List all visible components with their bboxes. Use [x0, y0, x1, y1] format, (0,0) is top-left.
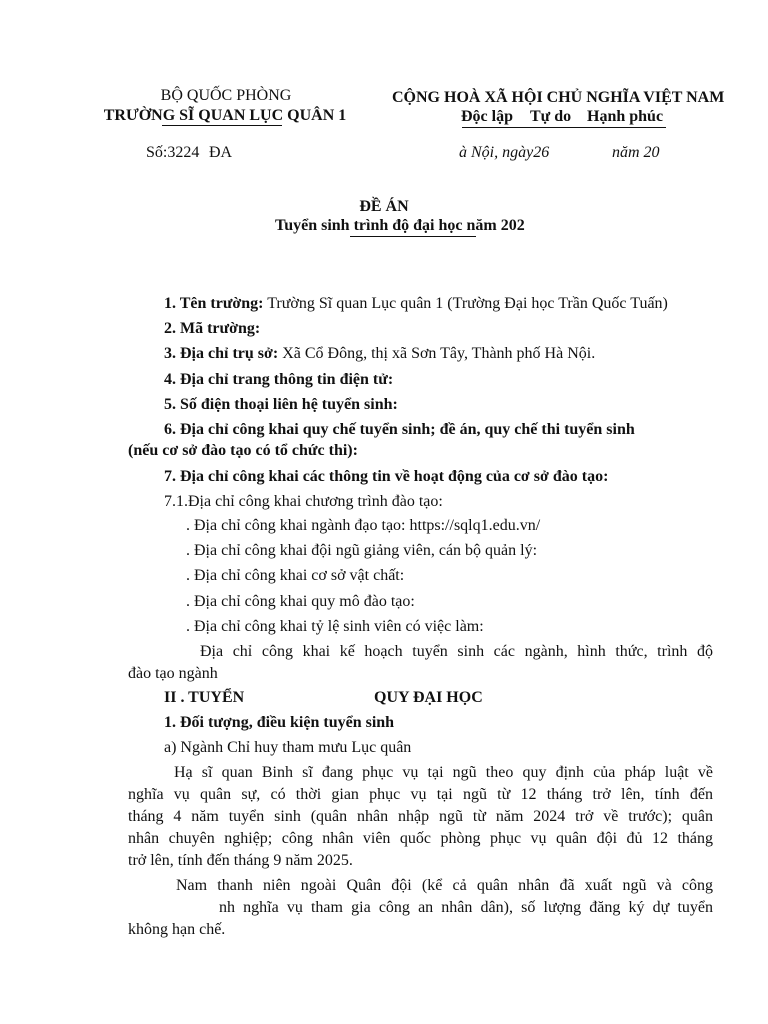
- major-a: a) Ngành Chỉ huy tham mưu Lục quân: [164, 739, 412, 756]
- section-school-name: 1. Tên trường: Trường Sĩ quan Lục quân 1 (Trường Đại học Trần Quốc Tuấn): [164, 295, 668, 312]
- school-name: TRƯỜNG SĨ QUAN LỤC QUÂN 1: [103, 107, 347, 124]
- sub-item-scale: . Địa chỉ công khai quy mô đào tạo:: [186, 593, 415, 610]
- sub-item-staff: . Địa chỉ công khai đội ngũ giảng viên, cán bộ quản lý:: [186, 542, 538, 559]
- header-left-underline: [162, 125, 282, 126]
- section-address: 3. Địa chỉ trụ sở: Xã Cổ Đông, thị xã Sơn Tây, Thành phố Hà Nội.: [164, 345, 596, 362]
- body1-line1: Hạ sĩ quan Binh sĩ đang phục vụ tại ngũ theo quy định của pháp luật về: [174, 764, 713, 781]
- plan-line: Địa chỉ công khai kế hoạch tuyển sinh các ngành, hình thức, trình độ: [200, 643, 713, 660]
- ministry-name: BỘ QUỐC PHÒNG: [160, 87, 292, 104]
- doc-subtitle: Tuyển sinh trình độ đại học năm 202: [275, 217, 525, 234]
- header-right-underline: [462, 127, 666, 128]
- section-regulations: 6. Địa chỉ công khai quy chế tuyển sinh; đề án, quy chế thi tuyển sinh: [164, 421, 635, 438]
- section-school-code: 2. Mã trường:: [164, 320, 261, 337]
- body1-line3: tháng 4 năm tuyển sinh (quân nhân nhập ngũ từ năm 2024 trở về trước); quân: [128, 808, 713, 825]
- motto-freedom: Tự do: [530, 108, 572, 125]
- nation-name: CỘNG HOÀ XÃ HỘI CHỦ NGHĨA VIỆT NAM: [392, 89, 725, 106]
- part-heading-a: II . TUYỂN: [164, 689, 245, 706]
- body1-line4: nhân chuyên nghiệp; công nhân viên quốc phòng phục vụ quân đội đủ 12 tháng: [128, 830, 713, 847]
- sub-item-facilities: . Địa chỉ công khai cơ sở vật chất:: [186, 567, 405, 584]
- ref-code: ĐA: [209, 144, 233, 161]
- sub-item-programs: 7.1.Địa chỉ công khai chương trình đào tạo:: [164, 493, 443, 510]
- section-activities: 7. Địa chỉ công khai các thông tin về hoạt động của cơ sở đào tạo:: [164, 468, 609, 485]
- body1-line5: trở lên, tính đến tháng 9 năm 2025.: [128, 852, 353, 869]
- body2-line2: nh nghĩa vụ tham gia công an nhân dân), số lượng đăng ký dự tuyển: [219, 899, 713, 916]
- part-heading-b: QUY ĐẠI HỌC: [374, 689, 483, 706]
- sub-item-majors: . Địa chỉ công khai ngành đạo tạo: https://sqlq1.edu.vn/: [186, 517, 541, 534]
- date-year: năm 20: [612, 144, 660, 161]
- plan-line-cont: đào tạo ngành: [128, 665, 218, 682]
- sub-item-employment: . Địa chỉ công khai tỷ lệ sinh viên có việc làm:: [186, 618, 484, 635]
- ref-number: Số:3224: [146, 144, 200, 161]
- doc-title: ĐỀ ÁN: [359, 198, 409, 215]
- body1-line2: nghĩa vụ quân sự, có thời gian phục vụ tại ngũ từ 12 tháng trở lên, tính đến: [128, 786, 713, 803]
- title-underline: [350, 236, 476, 237]
- section-phone: 5. Số điện thoại liên hệ tuyển sinh:: [164, 396, 398, 413]
- body2-line3: không hạn chế.: [128, 921, 226, 938]
- subject-heading: 1. Đối tượng, điều kiện tuyển sinh: [164, 714, 395, 731]
- body2-line1: Nam thanh niên ngoài Quân đội (kể cả quân nhân đã xuất ngũ và công: [176, 877, 713, 894]
- date-place: à Nội, ngày26: [459, 144, 550, 161]
- section-website: 4. Địa chỉ trang thông tin điện tử:: [164, 371, 394, 388]
- section-regulations-cont: (nếu cơ sở đào tạo có tổ chức thi):: [128, 442, 358, 459]
- motto-happiness: Hạnh phúc: [587, 108, 664, 125]
- motto-independence: Độc lập: [461, 108, 513, 125]
